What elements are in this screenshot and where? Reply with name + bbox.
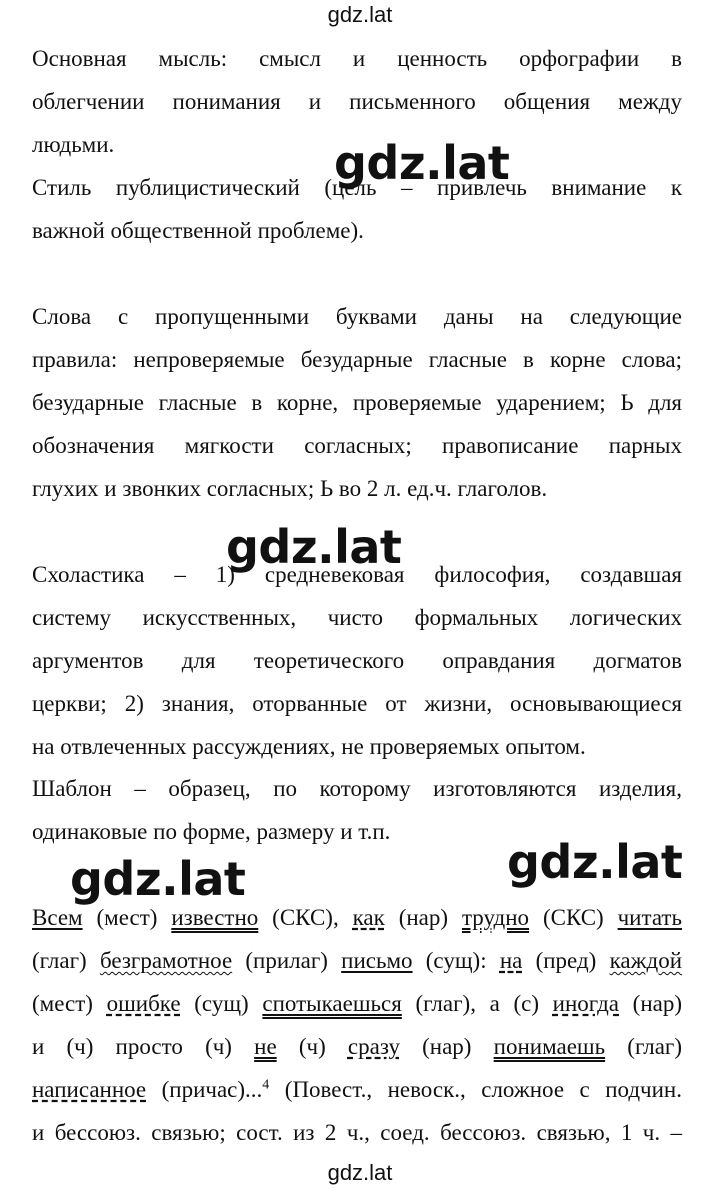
label: (СКС) (529, 905, 618, 930)
label: (нар) (399, 1034, 494, 1059)
label: (сущ): (412, 948, 500, 973)
label: (мест) (32, 991, 107, 1016)
analysis-line-2 (32, 939, 682, 982)
rules-paragraph (32, 295, 682, 510)
word-chitat: читать (617, 905, 682, 930)
watermark-big-2: gdz.lat (226, 520, 402, 574)
text-line: обозначения мягкости согласных; правописание парных (32, 433, 682, 458)
watermark-bottom: gdz.lat (327, 1160, 393, 1185)
label: (глаг) (605, 1034, 682, 1059)
word-kazhdoy: каждой (609, 948, 682, 973)
label: (мест) (82, 905, 172, 930)
label: (ч) (276, 1034, 348, 1059)
label: (СКС), (258, 905, 353, 930)
text-line: правила: непроверяемые безударные гласные в корне слова; (32, 347, 682, 372)
text-line: глухих и звонких согласных; Ь во 2 л. ед.ч. глаголов. (32, 476, 548, 501)
word-izvestno: известно (171, 905, 259, 930)
label: (сущ) (180, 991, 263, 1016)
label: (глаг) (32, 948, 100, 973)
text-line: Шаблон – образец, по которому изготовляются изделия, (32, 776, 682, 801)
watermark-big-3: gdz.lat (70, 852, 246, 906)
watermark-big-4: gdz.lat (507, 835, 683, 889)
word-spotykaeshsya: спотыкаешься (262, 991, 402, 1016)
label: (пред) (522, 948, 610, 973)
word-napisannoe: написанное (32, 1077, 147, 1102)
text-line: Слова с пропущенными буквами даны на следующие (32, 304, 682, 329)
label: (нар) (384, 905, 462, 930)
analysis-line-3 (32, 982, 682, 1025)
word-ne: не (254, 1034, 277, 1059)
word-trudno: трудно (461, 905, 530, 930)
analysis-line-4 (32, 1025, 682, 1068)
word-oshibke: ошибке (106, 991, 181, 1016)
label: (глаг), а (с) (401, 991, 553, 1016)
text-line: Основная мысль: смысл и ценность орфографии в (32, 46, 682, 71)
word-kak: как (352, 905, 385, 930)
text-line: людьми. (32, 132, 115, 157)
text-line: церкви; 2) знания, оторванные от жизни, основывающиеся (32, 691, 682, 716)
watermark-big-1: gdz.lat (334, 136, 510, 190)
label: (прилаг) (232, 948, 342, 973)
analysis-paragraph (32, 896, 682, 1154)
text-line: важной общественной проблеме). (32, 218, 364, 243)
text-line: Схоластика – 1) средневековая философия, создавшая (32, 562, 682, 587)
word-pismo: письмо (341, 948, 413, 973)
text-line: Стиль публицистический (цель – привлечь внимание к (32, 175, 682, 200)
analysis-line-5 (32, 1068, 682, 1111)
text-line: безударные гласные в корне, проверяемые ударением; Ь для (32, 390, 682, 415)
word-bezgramotnoe: безграмотное (99, 948, 233, 973)
label: и (ч) просто (ч) (32, 1034, 255, 1059)
text-line: на отвлеченных рассуждениях, не проверяемых опытом. (32, 734, 586, 759)
text-line: систему искусственных, чисто формальных логических (32, 605, 682, 630)
word-na: на (499, 948, 523, 973)
watermark-top: gdz.lat (327, 2, 393, 27)
label: (нар) (619, 991, 682, 1016)
word-ponimaesh: понимаешь (493, 1034, 606, 1059)
text-line: аргументов для теоретического оправдания догматов (32, 648, 682, 673)
text-line: облегчении понимания и письменного общения между (32, 89, 682, 114)
word-vsem: Всем (32, 905, 83, 930)
label: (причас)... (146, 1077, 263, 1102)
analysis-line-6: и бессоюз. связью; сост. из 2 ч., соед. бессоюз. связью, 1 ч. – (32, 1120, 682, 1145)
label: (Повест., невоск., сложное с подчин. (269, 1077, 682, 1102)
word-srazu: сразу (347, 1034, 400, 1059)
word-inogda: иногда (552, 991, 619, 1016)
text-line: одинаковые по форме, размеру и т.п. (32, 819, 391, 844)
scholastics-paragraph (32, 553, 682, 768)
footnote-marker: 4 (262, 1077, 270, 1093)
